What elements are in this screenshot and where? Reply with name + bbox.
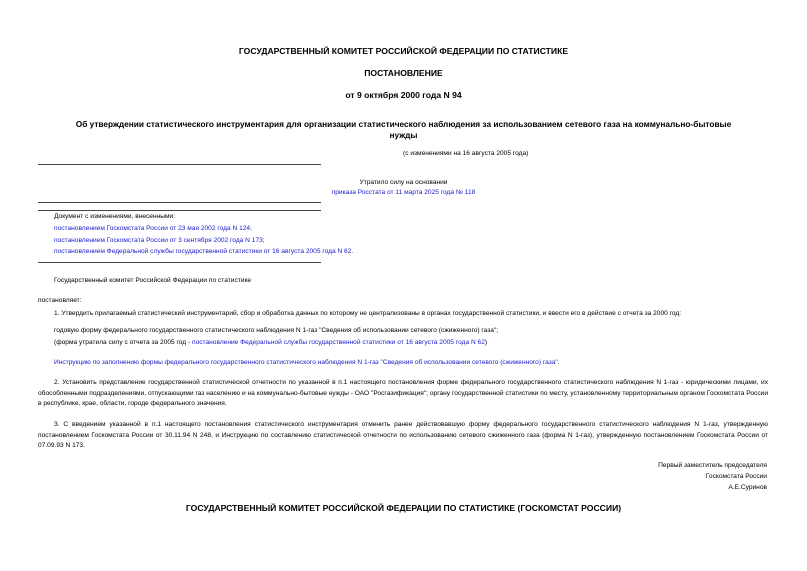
change-link-2002-173[interactable]: постановлением Госкомстата России от 3 сентября 2002 года N 173; <box>54 237 265 244</box>
document-date-number: от 9 октября 2000 года N 94 <box>345 90 462 100</box>
instruction-line <box>54 358 560 368</box>
document-title-line1: Об утверждении статистического инструментария для организации статистического наблюдения за использованием сетевого газа на коммунально-бытовые <box>75 119 732 129</box>
clause-1: 1. Утвердить прилагаемый статистический инструментарий, сбор и обработка данных по которому не централизованы в органах государственной статистики, и ввести его в действие с отчета за 2000 год: <box>54 310 682 317</box>
document-title-line2: нужды <box>389 130 418 140</box>
amendment-note: (с изменениями на 16 августа 2005 года) <box>403 150 529 157</box>
form-note-suffix: ) <box>484 339 488 346</box>
form-note-prefix: (форма утратила силу с отчета за 2005 год - <box>54 339 193 346</box>
validity-note: Утратило силу на основании <box>359 179 448 186</box>
clause-2: 2. Установить представление государственной статистической отчетности по указанной в п.1 настоящего постановления форме федерального государственного статистического наблюдения N 1-газ - юридическими лицами, их обособленными подразделениями, отпускающими газ населению и на коммунально-бытовые нужды - ОАО "Росгазификация"; органу государственной статистики по месту, установленному территориальным органом Госкомстата России в республике, крае, области, городе федерального значения. <box>38 379 768 407</box>
issuer-name: Государственный комитет Российской Федерации по статистике <box>54 277 252 284</box>
signatory-organization: Госкомстата России <box>705 473 767 480</box>
form-1-gas-line: годовую форму федерального государственного статистического наблюдения N 1-газ "Сведения об использовании сетевого (сжиженного) газа"; <box>54 327 499 334</box>
decrees-word: постановляет: <box>38 297 82 304</box>
signatory-name: А.Е.Суринов <box>728 484 767 491</box>
divider <box>38 164 321 165</box>
instruction-suffix: . <box>557 359 560 366</box>
document-type: ПОСТАНОВЛЕНИЕ <box>364 68 443 78</box>
change-link-2002-124[interactable]: постановлением Госкомстата России от 23 мая 2002 года N 124; <box>54 225 252 232</box>
instruction-link[interactable]: Инструкцию по заполнению формы федерального государственного статистического наблюдения N 1-газ "Сведения об использовании сетевого (сжиженного) газа" <box>54 359 558 366</box>
issuing-authority: ГОСУДАРСТВЕННЫЙ КОМИТЕТ РОССИЙСКОЙ ФЕДЕРАЦИИ ПО СТАТИСТИКЕ <box>238 46 569 56</box>
validity-order-link[interactable]: приказа Росстата от 11 марта 2025 года № 118 <box>331 189 476 196</box>
form-validity-note <box>54 338 487 348</box>
divider <box>38 210 321 211</box>
change-link-2005-62[interactable]: постановлением Федеральной службы государственной статистики от 16 августа 2005 года N 62. <box>54 248 354 255</box>
divider <box>38 202 321 203</box>
clause-3: 3. С введением указанной в п.1 настоящего постановления статистического инструментария отменить ранее действовавшую форму федерального государственного статистического наблюдения N 1-газ, утвержденную постановлением Госкомстата России от 30.11.94 N 248, и Инструкцию по составлению статистической отчетности по использованию сетевого сжиженного газа (форма N 1-газ), утвержденную постановлением Госкомстата России от 07.09.93 N 173. <box>38 421 768 449</box>
divider <box>38 262 321 263</box>
changes-intro: Документ с изменениями, внесенными: <box>54 213 176 220</box>
signatory-position: Первый заместитель председателя <box>658 462 767 469</box>
form-note-link[interactable]: постановление Федеральной службы государственной статистики от 16 августа 2005 года N 62 <box>192 339 485 346</box>
issuing-authority-full: ГОСУДАРСТВЕННЫЙ КОМИТЕТ РОССИЙСКОЙ ФЕДЕРАЦИИ ПО СТАТИСТИКЕ (ГОСКОМСТАТ РОССИИ) <box>185 503 622 513</box>
